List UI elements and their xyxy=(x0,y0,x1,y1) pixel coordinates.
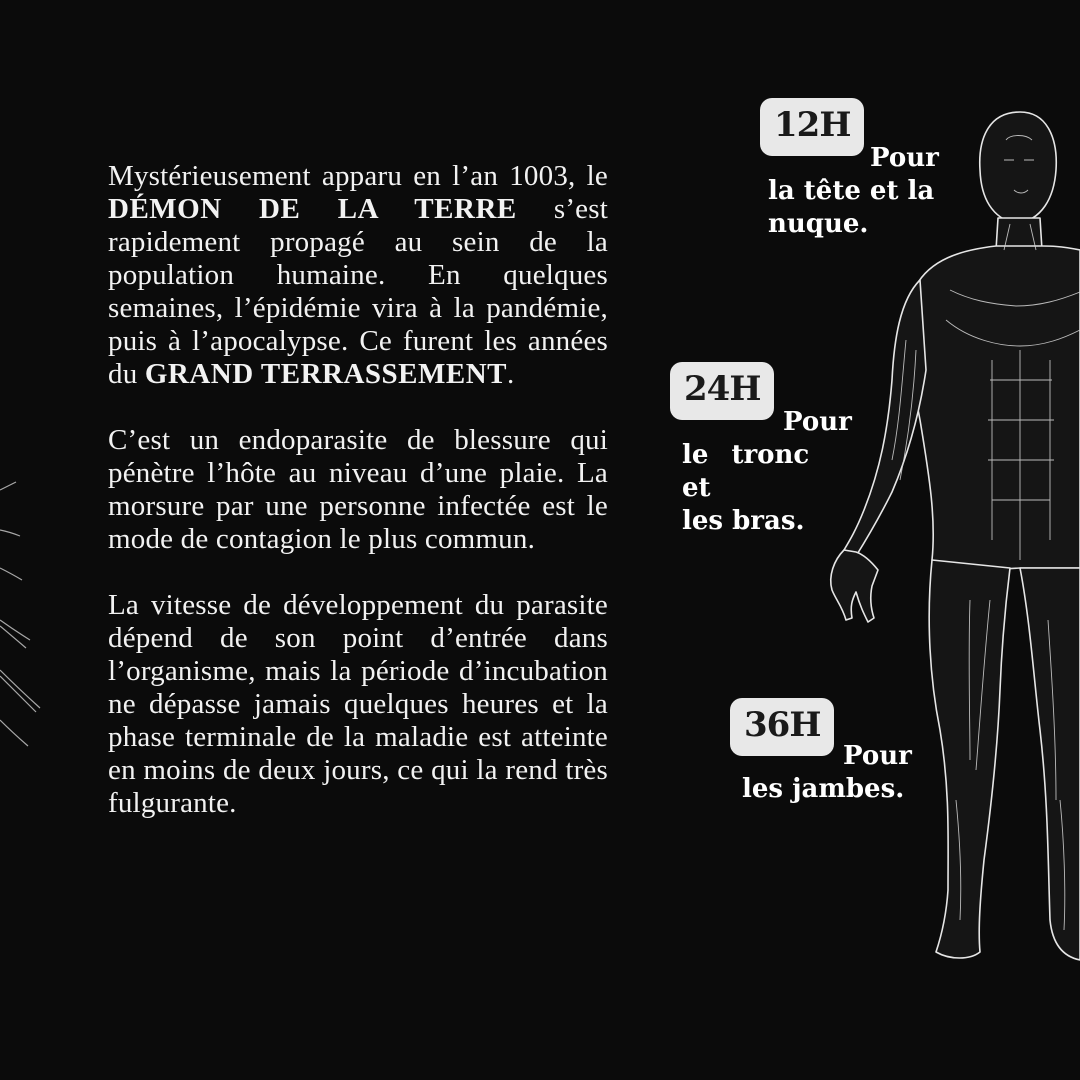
timer-line1: les jambes. xyxy=(742,774,905,804)
main-text xyxy=(108,160,608,853)
timer-pour: Pour xyxy=(843,741,912,771)
timer-12h xyxy=(760,98,945,239)
timer-text xyxy=(768,142,948,241)
timer-badge: 24H xyxy=(670,362,774,420)
timer-badge: 36H xyxy=(730,698,834,756)
timer-text xyxy=(682,406,854,538)
timer-line2: les bras. xyxy=(682,506,805,536)
paragraph-intro: Mystérieusement apparu en l’an 1003, le DÉMON DE LA TERRE s’est rapidement propagé au sein de la population humaine. En quelques semaines, l’épidémie vira à la pandémie, puis à l’apocalypse. Ce furent les années du GRAND TERRASSEMENT. xyxy=(108,160,608,390)
paragraph-parasite: C’est un endoparasite de blessure qui pénètre l’hôte au niveau d’une plaie. La morsure par une personne infectée est le mode de contagion le plus commun. xyxy=(108,424,608,555)
demon-name: DÉMON DE LA TERRE xyxy=(108,193,517,225)
era-name: GRAND TERRASSEMENT xyxy=(144,358,508,390)
timer-pour: Pour xyxy=(783,407,852,437)
timer-pour: Pour xyxy=(870,143,939,173)
timer-36h xyxy=(730,698,920,804)
timer-24h xyxy=(670,362,860,536)
timer-text xyxy=(742,740,918,806)
timer-line2: nuque. xyxy=(768,209,869,239)
paragraph-speed: La vitesse de développement du parasite dépend de son point d’entrée dans l’organisme, mais la période d’incubation ne dépasse jamais quelques heures et la phase terminale de la maladie est atteinte en moins de deux jours, ce qui la rend très fulgurante. xyxy=(108,589,608,819)
timer-line1: la tête et la xyxy=(768,176,935,206)
decorative-strokes-icon xyxy=(0,470,60,770)
timer-badge: 12H xyxy=(760,98,864,156)
timer-line1: le tronc et xyxy=(682,440,810,503)
